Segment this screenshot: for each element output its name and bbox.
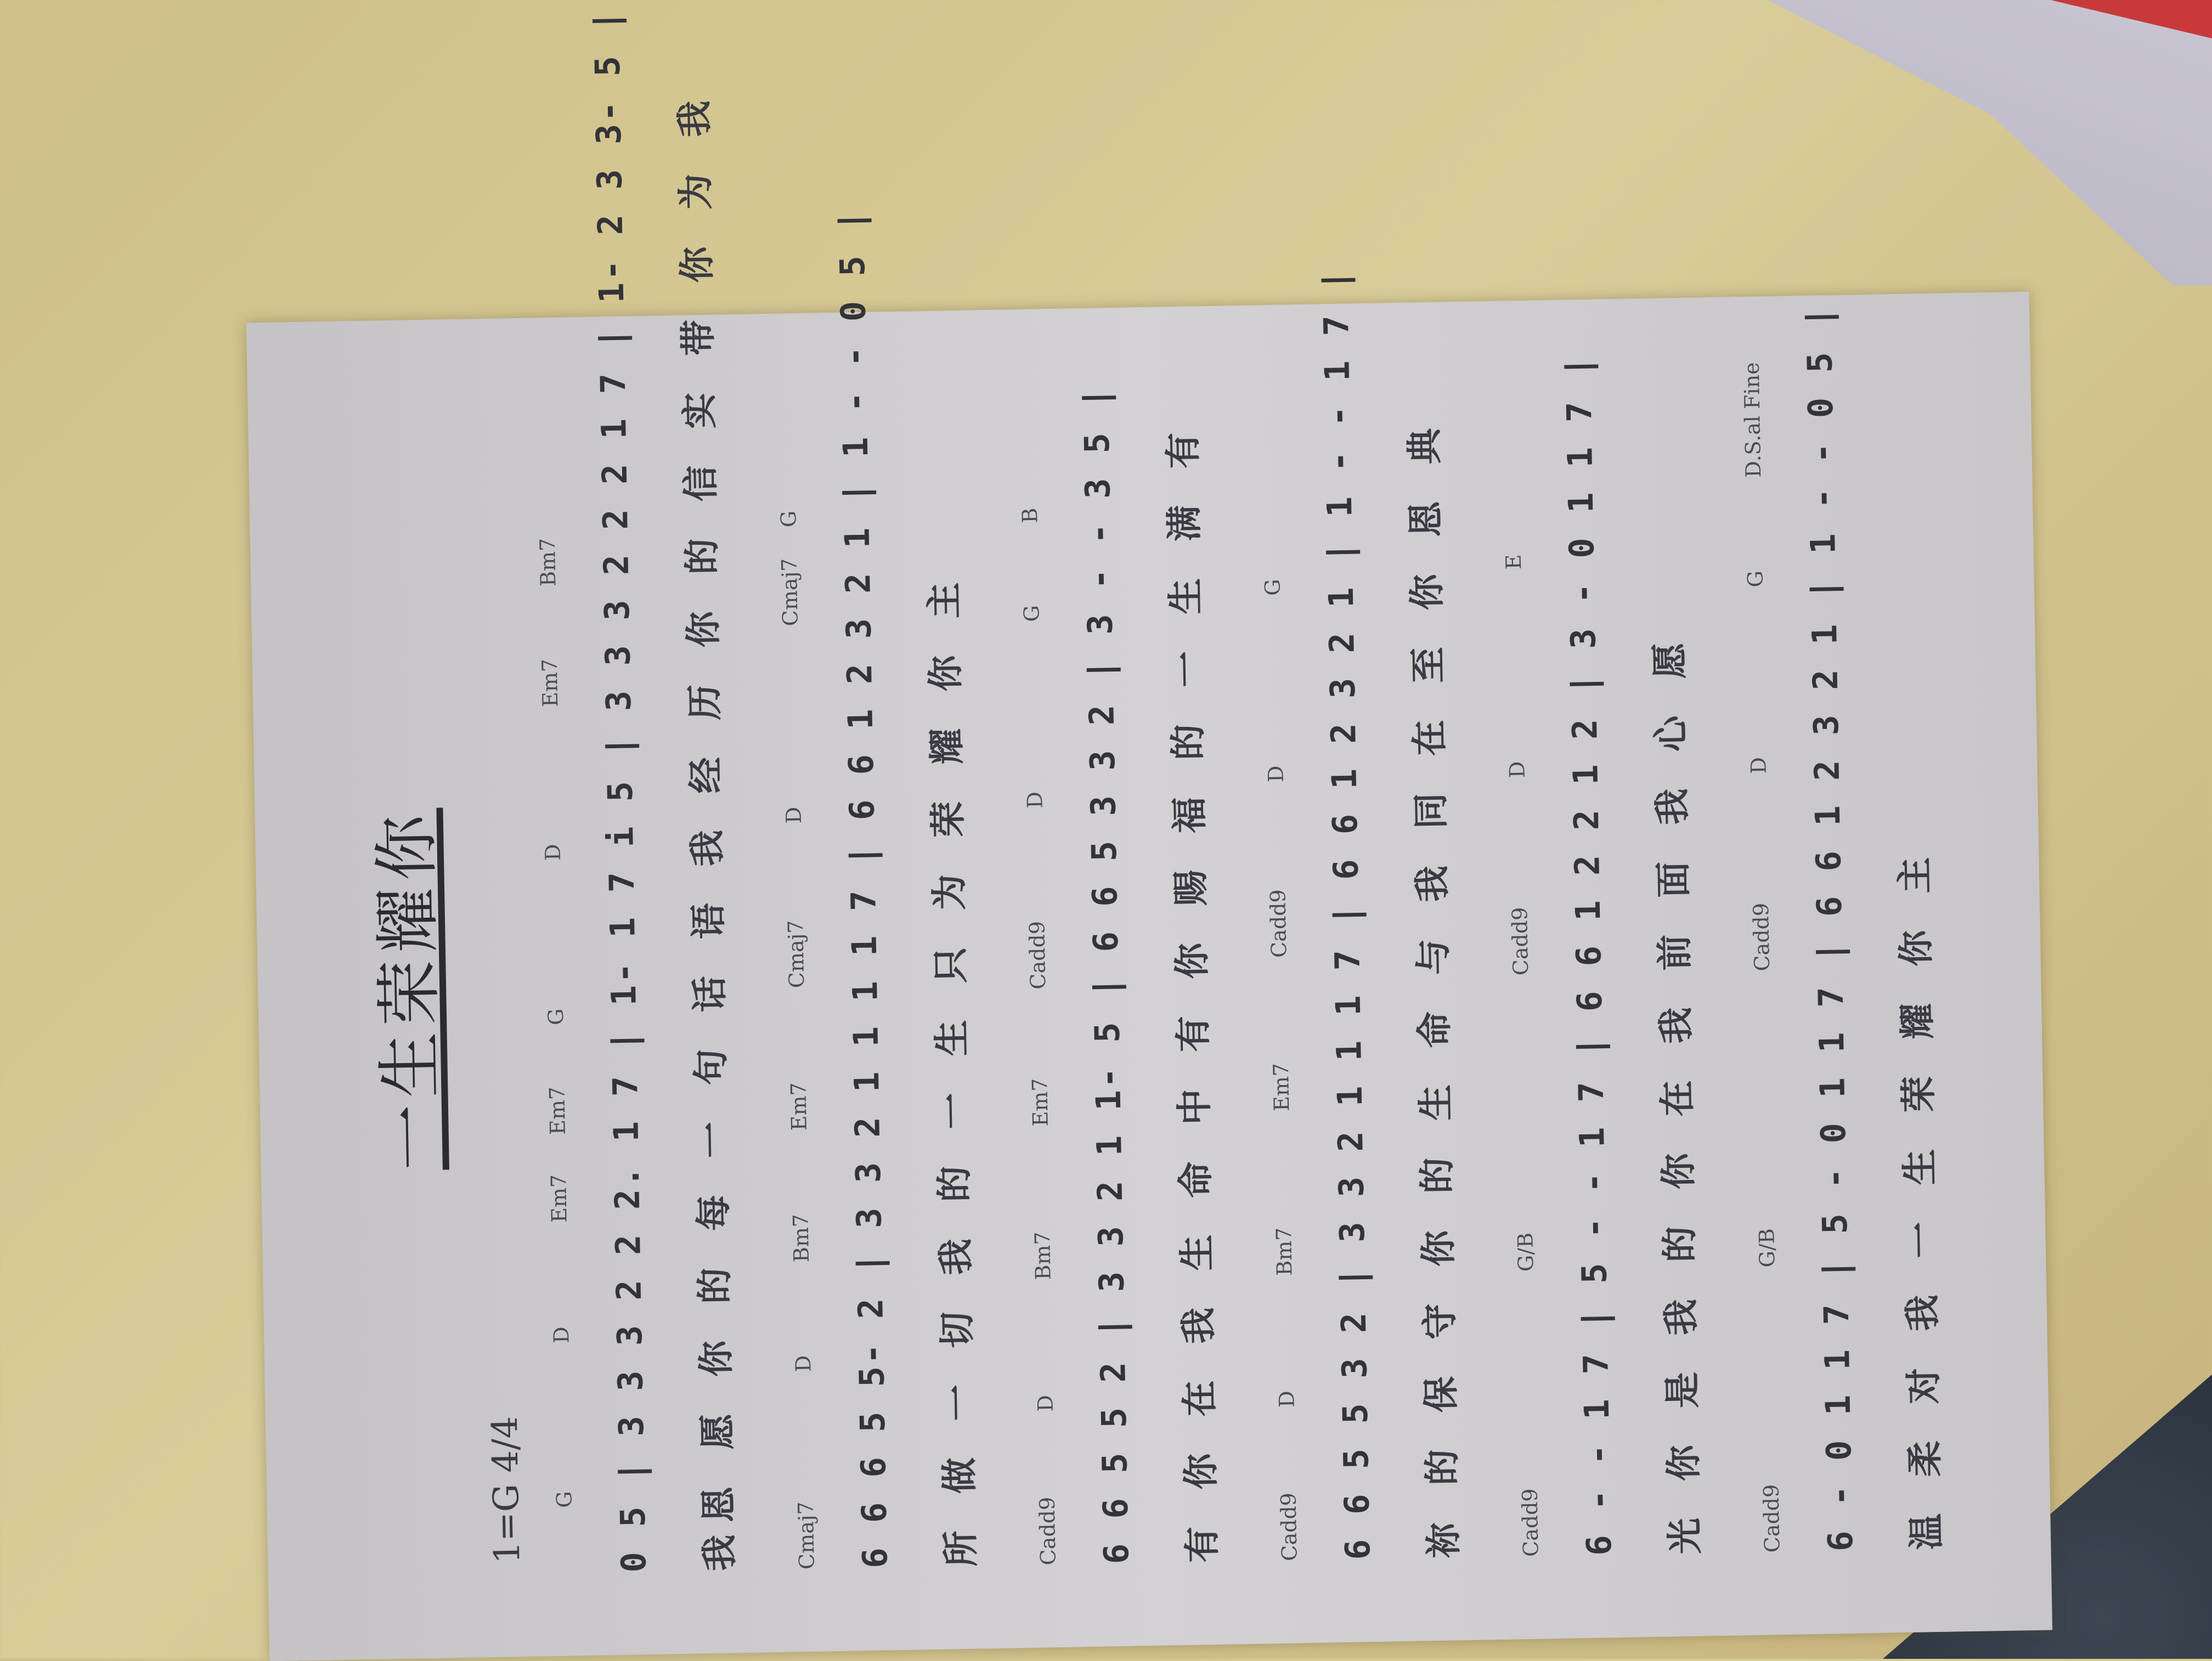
music-sheet [246, 8, 2052, 1661]
notation-row: 6 6 5 5 2 | 3 3 2 1 1- 5 | 6 6 5 3 3 2 | 3 - - 3 5 | [1076, 385, 1137, 1564]
chord: Em7 [545, 1086, 570, 1135]
chord: Em7 [786, 1082, 811, 1131]
chord: D [791, 1355, 816, 1372]
chord: Cadd9 [1517, 1488, 1543, 1557]
notation-row: 0 5 | 3 3 3 2 2 2. 1 7 | 1- 1 7 i 5 | 3 3 3 2 2 2 1 7 | 1- 2 3 3- 5 | [586, 8, 654, 1573]
lyrics-row: 我恩 愿 你 的 每 一 句 话 语 我 经 历 你 的 信 实 带 你 为 我 [672, 88, 741, 1572]
lyrics-row: 祢 的 保 守 你 的 生 命 与 我 同 在 至 你 恩 典 [1402, 415, 1465, 1559]
chord: Cadd9 [1266, 889, 1291, 958]
music-system [532, 8, 794, 1574]
chord: Em7 [1268, 1063, 1294, 1112]
chord: Cadd9 [1276, 1492, 1302, 1562]
chord: Bm7 [1272, 1227, 1297, 1276]
chord: G/B [1513, 1232, 1538, 1272]
chord: Cadd9 [1759, 1484, 1785, 1553]
chord: D [1505, 761, 1530, 778]
notation-row: 6 6 6 5 5- 2 | 3 3 2 1 1 1 1 7 | 6 6 1 2 3 2 1 | 1 - - 0 5 | [831, 207, 895, 1569]
chord: Bm7 [788, 1213, 814, 1263]
lyrics-row: 光 你 是 我 的 你 在 我 前 面 我 心 愿 [1647, 630, 1707, 1555]
chord: Cmaj7 [783, 920, 809, 988]
chord: E [1501, 554, 1526, 570]
background-paper [1718, 0, 2212, 285]
chord: G [552, 1491, 577, 1509]
chord: Em7 [546, 1174, 572, 1223]
chord: G [776, 510, 801, 528]
song-title: 一生荣耀你 [368, 807, 451, 1171]
chord: Cadd9 [1507, 907, 1533, 976]
sheet-page [246, 8, 2052, 1661]
chord: Em7 [1028, 1078, 1053, 1127]
chord: D [781, 806, 806, 824]
chord: Cadd9 [1748, 902, 1775, 971]
chord: D [1023, 791, 1047, 809]
chord: G [1019, 604, 1044, 623]
chord: Cmaj7 [777, 558, 803, 626]
chord: D [1033, 1394, 1058, 1412]
music-system [774, 207, 1036, 1570]
chord: D.S.al Fine [1739, 361, 1766, 478]
music-system [1015, 354, 1277, 1565]
chord: G [1743, 570, 1768, 587]
chord: Cmaj7 [793, 1501, 819, 1570]
chord-row [532, 366, 591, 1574]
chord: D [1274, 1390, 1299, 1408]
chord: Cadd9 [1025, 920, 1051, 990]
music-system [1256, 267, 1519, 1562]
music-system [1498, 346, 1760, 1557]
chord: G/B [1754, 1228, 1780, 1268]
music-system [1739, 304, 2001, 1553]
chord: Cadd9 [1035, 1496, 1060, 1566]
lyrics-row: 有 你 在 我 生 命 中 有 你 赐 福 的 一 生 满 有 [1161, 420, 1224, 1563]
notation-row: 6 - - 1 7 | 5 - - 1 7 | 6 6 1 2 2 1 2 | 3 - 0 1 1 7 | [1558, 354, 1620, 1556]
chord: G [543, 1008, 568, 1026]
chord: D [540, 844, 566, 861]
chord: B [1018, 507, 1042, 524]
chord: Bm7 [1030, 1231, 1056, 1280]
chord: Em7 [537, 658, 563, 708]
chord: D [549, 1326, 574, 1344]
lyrics-row: 所 做 一 切 我 的 一 生 只 为 荣 耀 你 主 [922, 570, 983, 1567]
lyrics-row: 温 柔 对 我 一 生 荣 耀 你 主 [1893, 845, 1948, 1551]
notation-row: 6 6 5 5 3 2 | 3 3 2 1 1 1 7 | 6 6 1 2 3 2 1 | 1 - - 1 7 | [1315, 267, 1378, 1561]
notation-row: 6 - 0 1 1 7 | 5 - 0 1 1 7 | 6 6 1 2 3 2 1 | 1 - - 0 5 | [1798, 304, 1861, 1552]
chord: D [1746, 756, 1771, 774]
chord: D [1263, 765, 1288, 783]
chord: Bm7 [535, 538, 561, 587]
key-signature: 1=G 4/4 [484, 1416, 528, 1564]
chord: G [1260, 579, 1285, 596]
